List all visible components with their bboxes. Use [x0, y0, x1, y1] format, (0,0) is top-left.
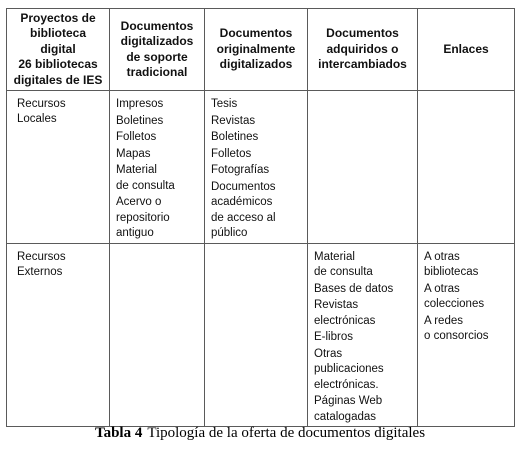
cell-item: Material de consulta: [314, 250, 373, 279]
caption-label: Tabla 4: [94, 425, 143, 441]
cell-item: Mapas: [116, 147, 151, 160]
cell-list: [424, 250, 510, 345]
cell-item: Otras publicaciones electrónicas.: [314, 348, 384, 391]
table-cell: [110, 91, 205, 244]
cell-item: Bases de datos: [314, 282, 394, 295]
header-digitalizados-tradicional-text: Documentos digitalizados de soporte tradicional: [120, 18, 194, 79]
header-adquiridos-text: Documentos adquiridos o intercambiados: [318, 26, 407, 72]
header-proyectos: [7, 9, 110, 91]
cell-item: Folletos: [211, 147, 252, 160]
header-digitalizados-tradicional: [110, 9, 205, 91]
table-caption: [0, 424, 520, 442]
cell-item: A otras bibliotecas: [424, 250, 479, 279]
cell-item: Folletos: [116, 131, 157, 144]
cell-item: A otras colecciones: [424, 282, 485, 311]
cell-item: Boletines: [116, 114, 164, 127]
cell-item: Revistas: [211, 114, 256, 127]
cell-item: Material de consulta: [116, 164, 175, 192]
cell-item: Tesis: [211, 98, 238, 111]
header-proyectos-text: Proyectos de biblioteca digital 26 bibliotecas digitales de IES: [13, 11, 103, 87]
row-label: Recursos Externos: [17, 250, 66, 279]
cell-item: Impresos: [116, 98, 164, 111]
table-cell: [308, 91, 418, 244]
document-types-table: [6, 8, 515, 427]
table-cell: [205, 91, 308, 244]
table-cell: [308, 243, 418, 427]
cell-item: A redes o consorcios: [424, 314, 489, 343]
table-cell: [418, 91, 515, 244]
cell-item: Revistas electrónicas: [314, 299, 376, 327]
table-header-row: [7, 9, 515, 91]
header-enlaces-text: Enlaces: [443, 41, 489, 56]
cell-list: [314, 250, 413, 425]
cell-list: [211, 97, 303, 242]
header-adquiridos: [308, 9, 418, 91]
row-label: Recursos Locales: [17, 98, 66, 126]
cell-item: Fotografías: [211, 164, 270, 177]
header-originalmente-digitalizados: [205, 9, 308, 91]
table-row-recursos-locales: [7, 91, 515, 244]
table-cell: [418, 243, 515, 427]
table-row-recursos-externos: [7, 243, 515, 427]
cell-item: Documentos académicos de acceso al público: [211, 181, 276, 240]
cell-item: Boletines: [211, 131, 259, 144]
cell-item: Páginas Web catalogadas: [314, 395, 383, 423]
caption-text: Tipología de la oferta de documentos digitales: [147, 425, 426, 441]
table-cell: [110, 243, 205, 427]
cell-item: Acervo o repositorio antiguo: [116, 196, 170, 240]
cell-item: E-libros: [314, 331, 353, 344]
row-label-cell: [7, 243, 110, 427]
table-cell: [205, 243, 308, 427]
header-originalmente-digitalizados-text: Documentos originalmente digitalizados: [216, 26, 296, 72]
cell-list: [116, 97, 200, 242]
row-label-cell: [7, 91, 110, 244]
header-enlaces: [418, 9, 515, 91]
